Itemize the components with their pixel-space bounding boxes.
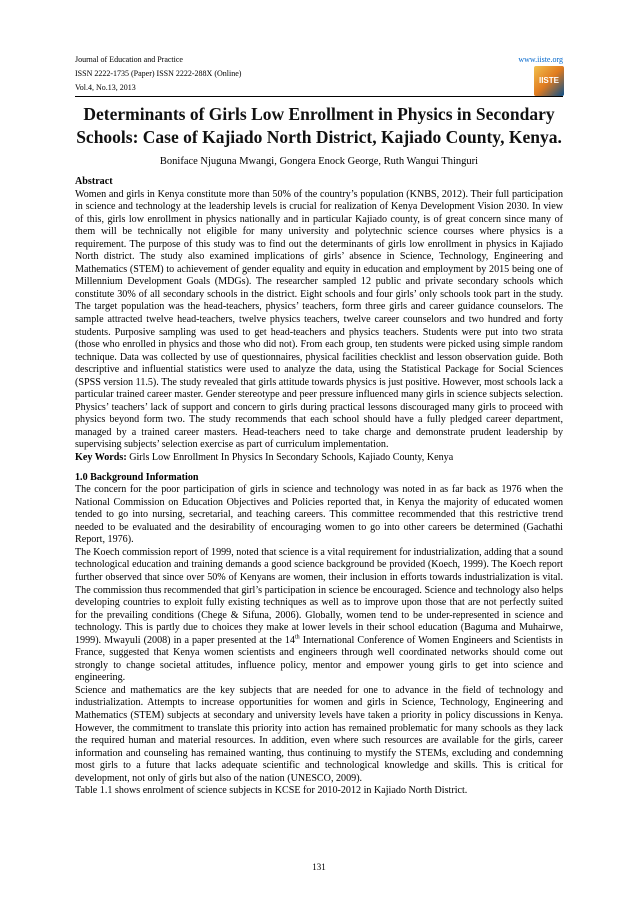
ordinal-superscript: th bbox=[295, 634, 300, 641]
header-divider bbox=[75, 96, 563, 97]
journal-header bbox=[75, 53, 563, 95]
paper-title: Determinants of Girls Low Enrollment in Physics in Secondary Schools: Case of Kajiado North District, Kajiado County, Kenya. bbox=[76, 104, 562, 147]
section-paragraph-2 bbox=[75, 547, 563, 685]
abstract-heading: Abstract bbox=[75, 176, 113, 187]
section-paragraph-2-part-b: International Conference of Women Engineers and Scientists in France, suggested that Kenya women scientists and engineers through well coordinated networks should come out strongly to change societal attitudes, influence policy, mentor and empower young girls to get into science and engineering. bbox=[75, 634, 563, 684]
journal-url-link[interactable]: www.iiste.org bbox=[518, 55, 563, 64]
keywords-text: Girls Low Enrollment In Physics In Secondary Schools, Kajiado County, Kenya bbox=[126, 452, 454, 464]
journal-issn: ISSN 2222-1735 (Paper) ISSN 2222-288X (Online) bbox=[75, 69, 242, 78]
journal-volume: Vol.4, No.13, 2013 bbox=[75, 83, 136, 92]
section-paragraph-1: The concern for the poor participation of girls in science and technology was noted in as far back as 1976 when the National Commission on Education Objectives and Policies reported that, in Kenya the majority of educated women tended to go into nursing, secretarial, and teaching careers. This committee recommended that this restrictive trend needed to be evaluated and the desirability of encouraging women to go into other careers be determined (Gachathi Report, 1976). bbox=[75, 484, 563, 546]
paper-authors: Boniface Njuguna Mwangi, Gongera Enock George, Ruth Wangui Thinguri bbox=[159, 156, 479, 167]
abstract-text: Women and girls in Kenya constitute more than 50% of the country’s population (KNBS, 2012). Their full participation in science and technology at the leadership levels is crucial for realization of Kenya Development Vision 2030. In view of this, girls low enrollment in physics nationally and in particular Kajiado county, is of great concern since many of them will be technically not eligible for many university and polytechnic science courses where physics is a requirement. The purpose of this study was to find out the determinants of girls low enrollment in physics in Kajiado North district. The study also examined implications of girls’ absence in Science, Technology, Engineering and Mathematics (STEM) to achievement of gender equality and equity in education and employment by 2015 being one of Millennium Development Goals (MDGs). The researcher sampled 12 public and private secondary schools which constitute 30% of all secondary schools in the district. Eight schools and four girls’ only schools took part in the study. The target population was the head-teachers, physics’ teachers, form three girls and career guidance counselors. The sample attracted twelve head-teachers, twelve physics teachers, twelve career counselors and two hundred and forty students. Purposive sampling was used to get head-teachers and physics teachers. Students were put into two strata (those who enrolled in physics and those who did not). From each group, ten students were picked using simple random technique. Data was collected by use of questionnaires, physical facilities checklist and lesson observation guide. Both descriptive and influential statistics were used to analyze the data, using the Statistical Package for Social Sciences (SPSS version 11.5). The study revealed that girls attitude towards physics is just positive. However, most schools lack a particular trained career master. Gender stereotype and peer pressure influenced many girls in science subjects selection. Physics’ teachers’ lack of support and concern to girls during practical lessons discouraged many girls to proceed with physics beyond form two. The study recommends that each school should have a fully pledged career department, managed by a trained career masters. Head-teachers need to take charge and demonstrate prudent leadership by supervising subjects’ selection exercise as part of curriculum implementation. bbox=[75, 188, 563, 451]
spacer bbox=[75, 465, 563, 472]
keywords-line bbox=[75, 452, 563, 465]
section-paragraph-3: Science and mathematics are the key subjects that are needed for one to advance in the field of technology and industrialization. Attempts to increase opportunities for women and girls in Science, Technology, Engineering and Mathematics (STEM) subjects at secondary and university levels have taken a priority in policy discussions in Kenya. However, the commitment to translate this priority into action has remained problematic for many schools as they lack the required human and material resources. In addition, even where such resources are available for the girls, career information and counseling has remained wanting, thus continuing to mystify the STEMs, excluding and condemning most girls to a future that lacks adequate scientific and technological knowledge and skills. This is critical for development, not only of girls but also of the nation (UNESCO, 2009). bbox=[75, 684, 563, 784]
section-paragraph-2-part-a: The Koech commission report of 1999, noted that science is a vital requirement for industrialization, adding that a sound technological education and training demands a good science background be provided (Koech, 1999). The Koech report further observed that since over 50% of Kenyans are women, their inclusion in efforts towards industrialization is vital. The commission thus recommended that girl’s participation in science be encouraged. Science and technology also helps developing countries to exploit fully existing techniques as well as to improve upon those that are not perfectly suited for the prevailing conditions (Chege & Sifuna, 2006). Globally, women tend to be under-represented in science and technology. This is partly due to choices they make at lower levels in their school education (Baguma and Muhairwe, 1999). Mwayuli (2008) in a paper presented at the 14 bbox=[75, 546, 563, 646]
page-number: 131 bbox=[312, 862, 326, 872]
paper-body bbox=[75, 176, 563, 798]
keywords-label: Key Words: bbox=[75, 452, 127, 464]
iiste-logo: IISTE bbox=[534, 66, 564, 96]
section-paragraph-4: Table 1.1 shows enrolment of science subjects in KCSE for 2010-2012 in Kajiado North District. bbox=[75, 785, 468, 797]
journal-name: Journal of Education and Practice bbox=[75, 55, 183, 64]
section-heading: 1.0 Background Information bbox=[75, 471, 199, 483]
